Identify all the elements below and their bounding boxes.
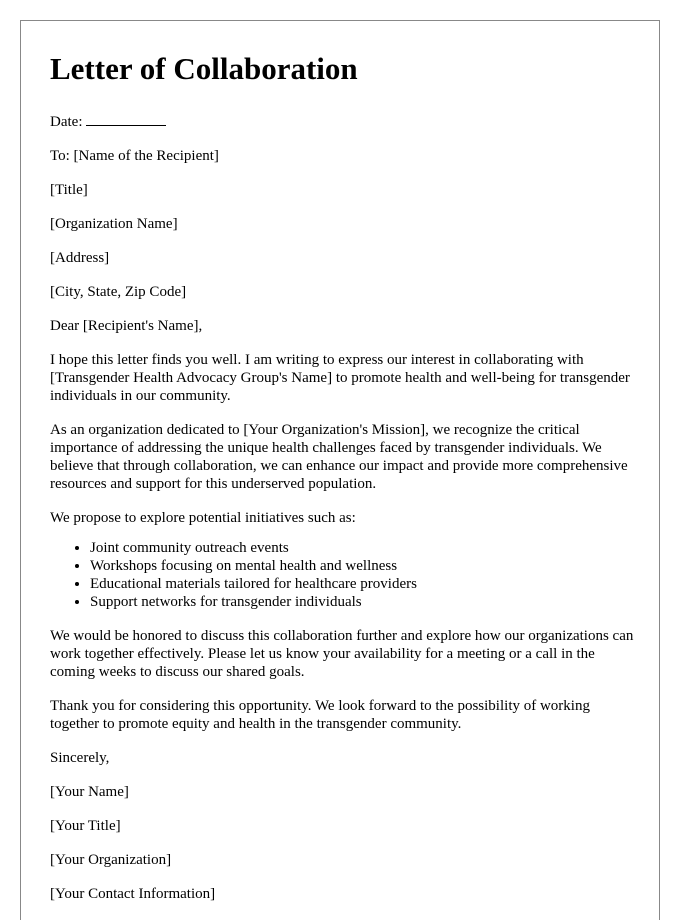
salutation: Dear [Recipient's Name], (50, 318, 203, 334)
signature-organization: [Your Organization] (50, 852, 172, 868)
signature-title: [Your Title] (50, 818, 121, 834)
list-item: • Support networks for transgender individuals (90, 593, 640, 611)
letter-title: Letter of Collaboration (50, 51, 358, 86)
paragraph-discuss: We would be honored to discuss this collaboration further and explore how our organizations can work together effectively. Please let us know your availability for a meeting or a call in the coming weeks to discuss our shared goals. (50, 628, 634, 680)
city-state-zip: [City, State, Zip Code] (50, 284, 187, 300)
closing: Sincerely, (50, 750, 110, 766)
letter-content (50, 21, 640, 903)
address: [Address] (50, 250, 110, 266)
paragraph-propose: We propose to explore potential initiatives such as: (50, 510, 356, 526)
organization-name: [Organization Name] (50, 216, 178, 232)
date-label: Date: (50, 114, 83, 130)
paragraph-thanks: Thank you for considering this opportunity. We look forward to the possibility of working together to promote equity and health in the transgender community. (50, 698, 590, 732)
letter-page (20, 20, 660, 920)
date-line (50, 111, 640, 131)
signature-contact: [Your Contact Information] (50, 886, 216, 902)
date-blank (86, 111, 166, 126)
signature-name: [Your Name] (50, 784, 129, 800)
to-line: To: [Name of the Recipient] (50, 148, 219, 164)
list-item: • Joint community outreach events (90, 539, 640, 557)
list-item: • Workshops focusing on mental health and wellness (90, 557, 640, 575)
paragraph-intro: I hope this letter finds you well. I am writing to express our interest in collaborating with [Transgender Health Advocacy Group's Name] to promote health and well-being for transgender individuals in our community. (50, 352, 630, 404)
paragraph-mission: As an organization dedicated to [Your Organization's Mission], we recognize the critical importance of addressing the unique health challenges faced by transgender individuals. We believe that through collaboration, we can enhance our impact and provide more comprehensive resources and support for this underserved population. (50, 422, 628, 492)
list-item: • Educational materials tailored for healthcare providers (90, 575, 640, 593)
recipient-title: [Title] (50, 182, 88, 198)
initiatives-list (50, 539, 640, 611)
